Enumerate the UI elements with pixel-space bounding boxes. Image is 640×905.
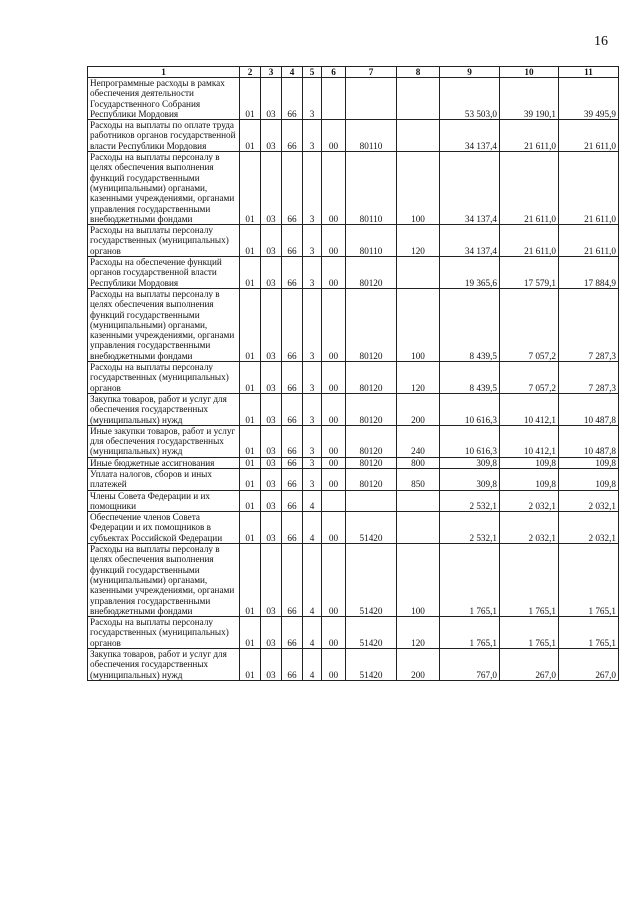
amount-col10: 10 412,1 xyxy=(500,393,559,425)
amount-col10: 267,0 xyxy=(500,649,559,681)
amount-col11: 39 495,9 xyxy=(559,78,619,120)
section-code: 01 xyxy=(240,512,261,544)
amount-col11: 2 032,1 xyxy=(559,490,619,512)
subsection-code: 03 xyxy=(261,468,282,490)
expense-name: Расходы на выплаты персоналу государственных (муниципальных) органов xyxy=(88,225,240,257)
subsection-code: 03 xyxy=(261,490,282,512)
column-header: 5 xyxy=(303,67,322,78)
target-article-code: 51420 xyxy=(346,649,397,681)
target-article-code: 80120 xyxy=(346,393,397,425)
amount-col11: 1 765,1 xyxy=(559,617,619,649)
subsection-code: 03 xyxy=(261,617,282,649)
subprogram-code: 3 xyxy=(303,393,322,425)
subprogram-code: 4 xyxy=(303,512,322,544)
amount-col11: 17 884,9 xyxy=(559,257,619,289)
amount-col9: 19 365,6 xyxy=(440,257,500,289)
program-code: 66 xyxy=(282,457,303,468)
amount-col9: 2 532,1 xyxy=(440,512,500,544)
target-article-code xyxy=(346,78,397,120)
program-code: 66 xyxy=(282,490,303,512)
amount-col9: 8 439,5 xyxy=(440,362,500,394)
amount-col9: 10 616,3 xyxy=(440,425,500,457)
direction-code: 00 xyxy=(322,649,346,681)
table-row xyxy=(88,257,619,289)
expense-type-code xyxy=(397,257,440,289)
amount-col10: 109,8 xyxy=(500,468,559,490)
amount-col9: 34 137,4 xyxy=(440,152,500,225)
table-row xyxy=(88,78,619,120)
expense-type-code: 120 xyxy=(397,225,440,257)
subsection-code: 03 xyxy=(261,362,282,394)
target-article-code: 80110 xyxy=(346,225,397,257)
section-code: 01 xyxy=(240,225,261,257)
amount-col9: 309,8 xyxy=(440,468,500,490)
program-code: 66 xyxy=(282,257,303,289)
subsection-code: 03 xyxy=(261,425,282,457)
amount-col11: 7 287,3 xyxy=(559,288,619,361)
section-code: 01 xyxy=(240,152,261,225)
subprogram-code: 3 xyxy=(303,152,322,225)
subsection-code: 03 xyxy=(261,393,282,425)
amount-col9: 309,8 xyxy=(440,457,500,468)
table-row xyxy=(88,425,619,457)
direction-code: 00 xyxy=(322,425,346,457)
amount-col11: 10 487,8 xyxy=(559,393,619,425)
direction-code: 00 xyxy=(322,152,346,225)
expense-name: Закупка товаров, работ и услуг для обеспечения государственных (муниципальных) нужд xyxy=(88,649,240,681)
section-code: 01 xyxy=(240,257,261,289)
subsection-code: 03 xyxy=(261,288,282,361)
expense-name: Уплата налогов, сборов и иных платежей xyxy=(88,468,240,490)
target-article-code xyxy=(346,490,397,512)
expense-type-code xyxy=(397,512,440,544)
subsection-code: 03 xyxy=(261,225,282,257)
expense-type-code: 200 xyxy=(397,649,440,681)
subprogram-code: 3 xyxy=(303,468,322,490)
target-article-code: 80120 xyxy=(346,257,397,289)
subprogram-code: 4 xyxy=(303,649,322,681)
amount-col9: 767,0 xyxy=(440,649,500,681)
section-code: 01 xyxy=(240,457,261,468)
subprogram-code: 4 xyxy=(303,617,322,649)
direction-code: 00 xyxy=(322,544,346,617)
expense-name: Расходы на выплаты персоналу в целях обеспечения выполнения функций государственными (муниципальными) органами, казенными учреждениями, органами управления государственными внебюджетными фондами xyxy=(88,152,240,225)
subprogram-code: 3 xyxy=(303,225,322,257)
subprogram-code: 3 xyxy=(303,362,322,394)
direction-code xyxy=(322,490,346,512)
program-code: 66 xyxy=(282,468,303,490)
table-row xyxy=(88,512,619,544)
section-code: 01 xyxy=(240,120,261,152)
expense-name: Расходы на выплаты по оплате труда работников органов государственной власти Республики Мордовия xyxy=(88,120,240,152)
column-header: 3 xyxy=(261,67,282,78)
expense-type-code: 850 xyxy=(397,468,440,490)
table-row xyxy=(88,362,619,394)
expense-type-code xyxy=(397,78,440,120)
amount-col10: 7 057,2 xyxy=(500,362,559,394)
amount-col11: 21 611,0 xyxy=(559,225,619,257)
direction-code: 00 xyxy=(322,393,346,425)
table-row xyxy=(88,457,619,468)
expense-name: Обеспечение членов Совета Федерации и их помощников в субъектах Российской Федерации xyxy=(88,512,240,544)
direction-code: 00 xyxy=(322,257,346,289)
direction-code: 00 xyxy=(322,457,346,468)
amount-col10: 7 057,2 xyxy=(500,288,559,361)
amount-col10: 2 032,1 xyxy=(500,512,559,544)
table-row xyxy=(88,225,619,257)
expense-type-code: 240 xyxy=(397,425,440,457)
expense-type-code: 100 xyxy=(397,544,440,617)
expense-name: Расходы на обеспечение функций органов государственной власти Республики Мордовия xyxy=(88,257,240,289)
amount-col11: 7 287,3 xyxy=(559,362,619,394)
subsection-code: 03 xyxy=(261,152,282,225)
subprogram-code: 3 xyxy=(303,257,322,289)
amount-col9: 1 765,1 xyxy=(440,617,500,649)
amount-col11: 109,8 xyxy=(559,468,619,490)
column-header: 10 xyxy=(500,67,559,78)
budget-table xyxy=(87,66,619,681)
amount-col11: 21 611,0 xyxy=(559,152,619,225)
amount-col11: 2 032,1 xyxy=(559,512,619,544)
expense-name: Расходы на выплаты персоналу государственных (муниципальных) органов xyxy=(88,362,240,394)
table-row xyxy=(88,544,619,617)
subsection-code: 03 xyxy=(261,649,282,681)
target-article-code: 80110 xyxy=(346,120,397,152)
amount-col10: 21 611,0 xyxy=(500,152,559,225)
table-row xyxy=(88,288,619,361)
section-code: 01 xyxy=(240,362,261,394)
column-header: 8 xyxy=(397,67,440,78)
table-row xyxy=(88,617,619,649)
subsection-code: 03 xyxy=(261,78,282,120)
target-article-code: 51420 xyxy=(346,512,397,544)
target-article-code: 51420 xyxy=(346,617,397,649)
expense-name: Расходы на выплаты персоналу в целях обеспечения выполнения функций государственными (муниципальными) органами, казенными учреждениями, органами управления государственными внебюджетными фондами xyxy=(88,288,240,361)
expense-name: Члены Совета Федерации и их помощники xyxy=(88,490,240,512)
amount-col9: 10 616,3 xyxy=(440,393,500,425)
table-row xyxy=(88,649,619,681)
section-code: 01 xyxy=(240,544,261,617)
amount-col10: 21 611,0 xyxy=(500,225,559,257)
amount-col11: 10 487,8 xyxy=(559,425,619,457)
expense-name: Расходы на выплаты персоналу государственных (муниципальных) органов xyxy=(88,617,240,649)
program-code: 66 xyxy=(282,288,303,361)
amount-col10: 39 190,1 xyxy=(500,78,559,120)
header-row xyxy=(88,67,619,78)
program-code: 66 xyxy=(282,649,303,681)
expense-name: Иные закупки товаров, работ и услуг для обеспечения государственных (муниципальных) нужд xyxy=(88,425,240,457)
subprogram-code: 4 xyxy=(303,544,322,617)
section-code: 01 xyxy=(240,490,261,512)
expense-type-code xyxy=(397,120,440,152)
column-header: 9 xyxy=(440,67,500,78)
direction-code: 00 xyxy=(322,468,346,490)
table-body xyxy=(88,78,619,681)
program-code: 66 xyxy=(282,512,303,544)
program-code: 66 xyxy=(282,425,303,457)
amount-col11: 267,0 xyxy=(559,649,619,681)
page-number: 16 xyxy=(594,34,608,49)
expense-type-code xyxy=(397,490,440,512)
target-article-code: 80120 xyxy=(346,457,397,468)
expense-name: Непрограммные расходы в рамках обеспечения деятельности Государственного Собрания Республики Мордовия xyxy=(88,78,240,120)
column-header: 7 xyxy=(346,67,397,78)
amount-col10: 10 412,1 xyxy=(500,425,559,457)
section-code: 01 xyxy=(240,468,261,490)
subprogram-code: 3 xyxy=(303,288,322,361)
expense-name: Закупка товаров, работ и услуг для обеспечения государственных (муниципальных) нужд xyxy=(88,393,240,425)
amount-col11: 21 611,0 xyxy=(559,120,619,152)
amount-col10: 1 765,1 xyxy=(500,544,559,617)
program-code: 66 xyxy=(282,617,303,649)
target-article-code: 80120 xyxy=(346,288,397,361)
amount-col9: 34 137,4 xyxy=(440,120,500,152)
direction-code: 00 xyxy=(322,120,346,152)
column-header: 1 xyxy=(88,67,240,78)
amount-col9: 34 137,4 xyxy=(440,225,500,257)
expense-type-code: 100 xyxy=(397,152,440,225)
amount-col9: 1 765,1 xyxy=(440,544,500,617)
target-article-code: 51420 xyxy=(346,544,397,617)
subprogram-code: 4 xyxy=(303,490,322,512)
direction-code: 00 xyxy=(322,617,346,649)
subprogram-code: 3 xyxy=(303,78,322,120)
table-row xyxy=(88,152,619,225)
amount-col9: 2 532,1 xyxy=(440,490,500,512)
amount-col10: 21 611,0 xyxy=(500,120,559,152)
section-code: 01 xyxy=(240,425,261,457)
amount-col10: 2 032,1 xyxy=(500,490,559,512)
program-code: 66 xyxy=(282,152,303,225)
target-article-code: 80120 xyxy=(346,362,397,394)
column-header: 6 xyxy=(322,67,346,78)
expense-type-code: 120 xyxy=(397,362,440,394)
section-code: 01 xyxy=(240,393,261,425)
subsection-code: 03 xyxy=(261,120,282,152)
program-code: 66 xyxy=(282,225,303,257)
amount-col9: 53 503,0 xyxy=(440,78,500,120)
program-code: 66 xyxy=(282,362,303,394)
program-code: 66 xyxy=(282,544,303,617)
amount-col10: 1 765,1 xyxy=(500,617,559,649)
section-code: 01 xyxy=(240,617,261,649)
amount-col10: 17 579,1 xyxy=(500,257,559,289)
table-row xyxy=(88,468,619,490)
column-header: 4 xyxy=(282,67,303,78)
subsection-code: 03 xyxy=(261,544,282,617)
amount-col9: 8 439,5 xyxy=(440,288,500,361)
column-header: 2 xyxy=(240,67,261,78)
expense-type-code: 120 xyxy=(397,617,440,649)
target-article-code: 80110 xyxy=(346,152,397,225)
direction-code: 00 xyxy=(322,362,346,394)
expense-type-code: 800 xyxy=(397,457,440,468)
program-code: 66 xyxy=(282,78,303,120)
target-article-code: 80120 xyxy=(346,468,397,490)
table-row xyxy=(88,490,619,512)
section-code: 01 xyxy=(240,649,261,681)
amount-col11: 1 765,1 xyxy=(559,544,619,617)
subprogram-code: 3 xyxy=(303,120,322,152)
target-article-code: 80120 xyxy=(346,425,397,457)
table-row xyxy=(88,120,619,152)
direction-code: 00 xyxy=(322,512,346,544)
subsection-code: 03 xyxy=(261,457,282,468)
subprogram-code: 3 xyxy=(303,457,322,468)
program-code: 66 xyxy=(282,393,303,425)
amount-col11: 109,8 xyxy=(559,457,619,468)
subprogram-code: 3 xyxy=(303,425,322,457)
section-code: 01 xyxy=(240,288,261,361)
direction-code: 00 xyxy=(322,225,346,257)
table-row xyxy=(88,393,619,425)
subsection-code: 03 xyxy=(261,257,282,289)
direction-code: 00 xyxy=(322,288,346,361)
expense-type-code: 200 xyxy=(397,393,440,425)
program-code: 66 xyxy=(282,120,303,152)
expense-type-code: 100 xyxy=(397,288,440,361)
section-code: 01 xyxy=(240,78,261,120)
amount-col10: 109,8 xyxy=(500,457,559,468)
subsection-code: 03 xyxy=(261,512,282,544)
expense-name: Расходы на выплаты персоналу в целях обеспечения выполнения функций государственными (муниципальными) органами, казенными учреждениями, органами управления государственными внебюджетными фондами xyxy=(88,544,240,617)
column-header: 11 xyxy=(559,67,619,78)
expense-name: Иные бюджетные ассигнования xyxy=(88,457,240,468)
direction-code xyxy=(322,78,346,120)
